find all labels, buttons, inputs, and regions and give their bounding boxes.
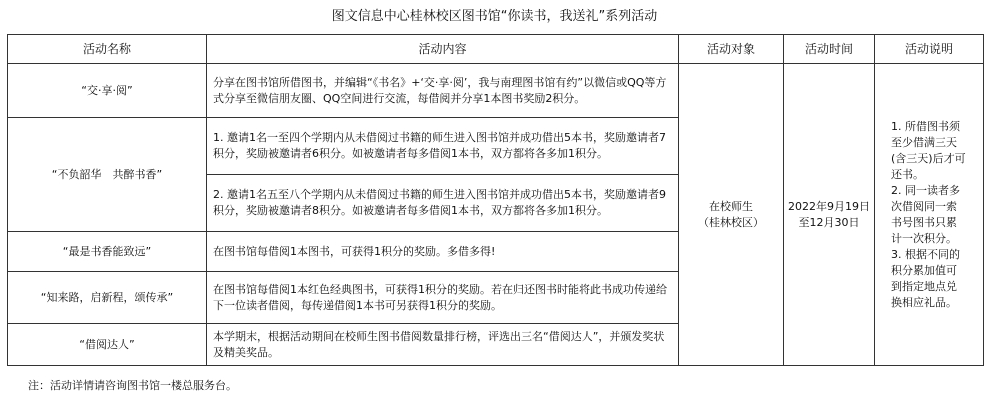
activity-notes-cell (875, 64, 984, 366)
note-item-2: 2. 同一读者多次借阅同一索书号图书只累计一次积分。 (891, 183, 960, 245)
activity-name-cell: “交·享·阅” (8, 64, 207, 118)
target-line-1: 在校师生 (709, 199, 753, 213)
header-activity-name: 活动名称 (8, 35, 207, 64)
activity-content-cell: 本学期末，根据活动期间在校师生图书借阅数量排行榜，评选出三名“借阅达人”，并颁发奖状及精美奖品。 (207, 324, 679, 366)
activity-content-cell: 在图书馆每借阅1本红色经典图书，可获得1积分的奖励。若在归还图书时能将此书成功传递给下一位读者借阅，每传递借阅1本书可另获得1积分的奖励。 (207, 272, 679, 324)
activity-content-cell: 1. 邀请1名一至四个学期内从未借阅过书籍的师生进入图书馆并成功借出5本书，奖励邀请者7积分，奖励被邀请者6积分。如被邀请者每多借阅1本书，双方都将各多加1积分。 (207, 118, 679, 175)
activity-name-cell: “借阅达人” (8, 324, 207, 366)
note-item-1: 1. 所借图书须至少借满三天(含三天)后才可还书。 (891, 119, 966, 181)
activity-name-cell: “最是书香能致远” (8, 232, 207, 272)
activity-target-cell (679, 64, 784, 366)
header-activity-notes: 活动说明 (875, 35, 984, 64)
activity-content-cell: 2. 邀请1名五至八个学期内从未借阅过书籍的师生进入图书馆并成功借出5本书，奖励邀请者9积分，奖励被邀请者8积分。如被邀请者每多借阅1本书，双方都将各多加1积分。 (207, 175, 679, 232)
header-activity-content: 活动内容 (207, 35, 679, 64)
activity-content-cell: 在图书馆每借阅1本图书，可获得1积分的奖励。多借多得! (207, 232, 679, 272)
activity-name-cell: “不负韶华 共醉书香” (8, 118, 207, 232)
time-line-1: 2022年9月19日 (788, 199, 870, 213)
activity-table (7, 34, 984, 366)
activity-name-cell: “知来路，启新程，颂传承” (8, 272, 207, 324)
target-line-2: （桂林校区） (698, 215, 764, 229)
time-line-2: 至12月30日 (798, 215, 860, 229)
table-header-row (8, 35, 984, 64)
page-title: 图文信息中心桂林校区图书馆“你读书，我送礼”系列活动 (331, 9, 658, 24)
activity-content-cell: 分享在图书馆所借图书，并编辑“《书名》+‘交·享·阅’，我与南理图书馆有约”以微信或QQ等方式分享至微信朋友圈、QQ空间进行交流，每借阅并分享1本图书奖励2积分。 (207, 64, 679, 118)
table-row (8, 64, 984, 118)
activity-time-cell (784, 64, 875, 366)
note-item-3: 3. 根据不同的积分累加值可到指定地点兑换相应礼品。 (891, 247, 960, 309)
header-activity-target: 活动对象 (679, 35, 784, 64)
header-activity-time: 活动时间 (784, 35, 875, 64)
footnote: 注：活动详情请咨询图书馆一楼总服务台。 (28, 379, 237, 392)
